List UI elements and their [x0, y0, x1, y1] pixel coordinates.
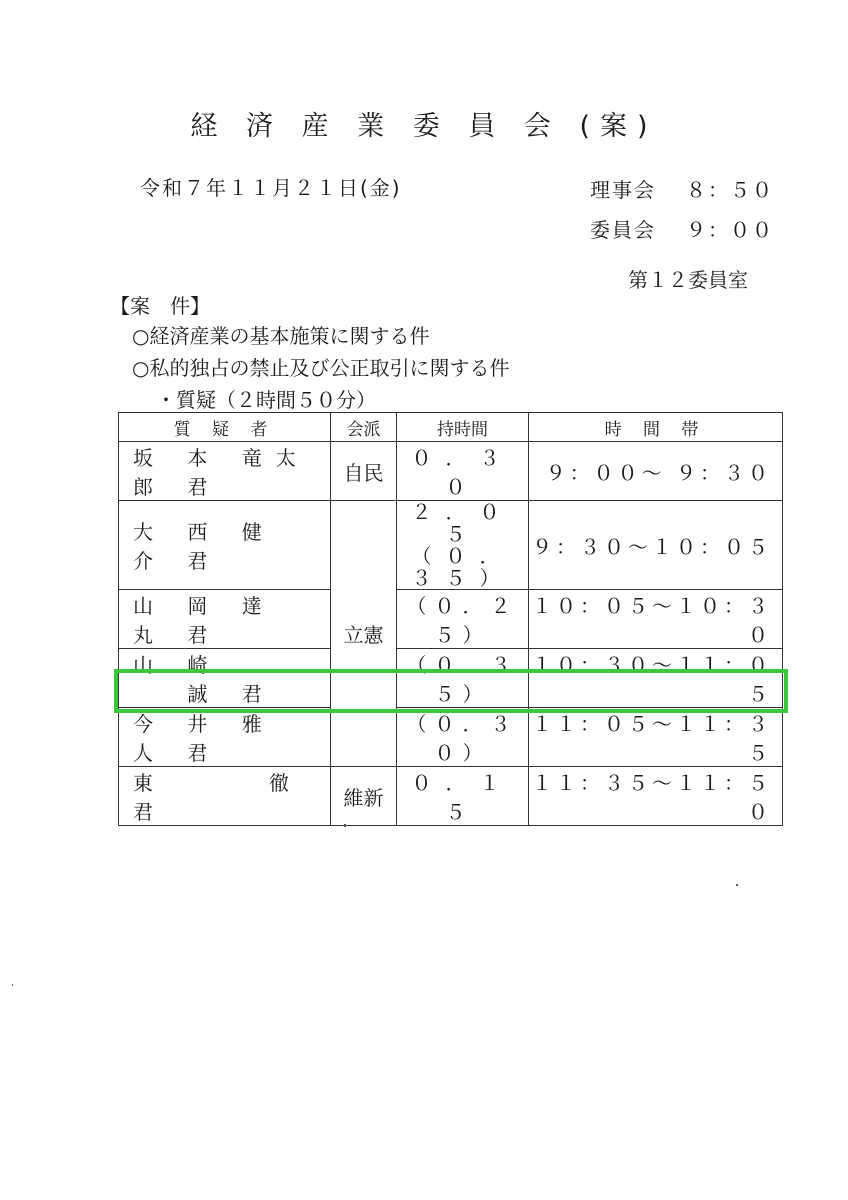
header-party: 会派: [331, 413, 397, 442]
meeting-date: 令和７年１１月２１日(金): [140, 176, 402, 200]
duration-cell: ０．１５: [397, 767, 529, 826]
table-row: [119, 442, 783, 501]
schedule-label: 理事会: [590, 178, 656, 202]
party-cell: 立憲: [331, 501, 397, 767]
schedule-time: ９：００: [686, 218, 774, 242]
duration-sub: （０．３５）: [411, 544, 514, 590]
agenda-item: ○私的独占の禁止及び公正取引に関する件: [132, 356, 510, 380]
questioner-name: 山 岡 達 丸 君: [119, 590, 331, 649]
highlight-box: [114, 669, 788, 713]
header-questioner: 質 疑 者: [119, 413, 331, 442]
table-row-highlighted: [119, 767, 783, 826]
questioner-name: 山 崎 誠 君: [119, 649, 331, 708]
timeslot-cell: １１：３５～１１：５０: [529, 767, 783, 826]
scan-speck: [344, 824, 346, 827]
schedule-time: ８：５０: [686, 178, 774, 202]
agenda-heading: 【案 件】: [110, 294, 210, 318]
schedule-board-meeting: [590, 174, 774, 203]
table-row: [119, 708, 783, 767]
duration-cell: ０．３０: [397, 442, 529, 501]
timeslot-cell: １０：０５～１０：３０: [529, 590, 783, 649]
duration-cell: [397, 501, 529, 590]
schedule-committee-meeting: [590, 214, 774, 243]
timeslot-cell: ９：３０～１０：０５: [529, 501, 783, 590]
timeslot-cell: １１：０５～１１：３５: [529, 708, 783, 767]
header-timeslot: 時 間 帯: [529, 413, 783, 442]
questioner-table: [118, 412, 783, 826]
table-row: [119, 590, 783, 649]
schedule-label: 委員会: [590, 218, 656, 242]
duration-cell: （０．３５）: [397, 649, 529, 708]
table-row: [119, 501, 783, 590]
scan-speck: [736, 884, 738, 886]
party-cell: 維新: [331, 767, 397, 826]
party-cell: 自民: [331, 442, 397, 501]
duration-main: ２．０５: [411, 500, 514, 546]
header-duration: 持時間: [397, 413, 529, 442]
table-header-row: [119, 413, 783, 442]
timeslot-cell: １０：３０～１１：０５: [529, 649, 783, 708]
agenda-sub-item: ・質疑（２時間５０分）: [156, 388, 376, 412]
questioner-name: 今 井 雅 人 君: [119, 708, 331, 767]
duration-cell: （０．２５）: [397, 590, 529, 649]
document-title: 経 済 産 業 委 員 会 (案): [190, 111, 658, 142]
questioner-name: 坂 本 竜太郎 君: [119, 442, 331, 501]
questioner-name: 東 徹 君: [119, 767, 331, 826]
timeslot-cell: ９：００～ ９：３０: [529, 442, 783, 501]
meeting-room: 第１２委員室: [628, 268, 748, 292]
scan-speck: [12, 984, 13, 986]
duration-cell: （０．３０）: [397, 708, 529, 767]
agenda-item: ○経済産業の基本施策に関する件: [132, 324, 430, 348]
questioner-name: 大 西 健 介 君: [119, 501, 331, 590]
